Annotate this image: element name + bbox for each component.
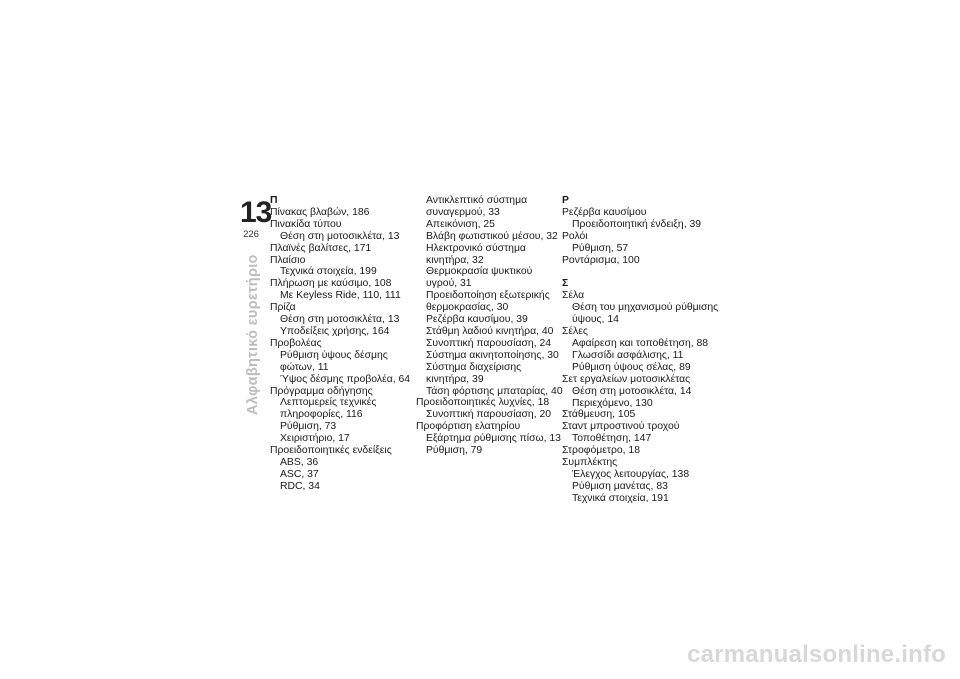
index-column-3	[562, 195, 719, 505]
index-letter-heading: Σ	[562, 278, 569, 290]
watermark: carmanualsonline.info	[687, 641, 946, 668]
index-subentry: Θέση στη μοτοσικλέτα, 14	[572, 385, 692, 397]
index-subentry: Σύστημα ακινητοποίησης, 30	[426, 349, 559, 361]
index-entry: Σέλα	[562, 290, 585, 302]
index-subentry: Τοποθέτηση, 147	[572, 433, 652, 445]
index-subentry: Με Keyless Ride, 110, 111	[280, 290, 401, 302]
index-entry: Πινακίδα τύπου	[270, 218, 342, 230]
index-subentry: Εξάρτημα ρύθμισης πίσω, 13	[426, 433, 561, 445]
index-subentry: συναγερμού, 33	[426, 206, 500, 218]
index-subentry: Αφαίρεση και τοποθέτηση, 88	[572, 337, 709, 349]
index-subentry: θερμοκρασίας, 30	[426, 302, 509, 314]
index-subentry: πληροφορίες, 116	[280, 409, 363, 421]
index-subentry: Θερμοκρασία ψυκτικού	[426, 266, 533, 278]
index-entry: Σταντ μπροστινού τροχού	[562, 421, 680, 433]
index-entry: Στάθμευση, 105	[562, 409, 636, 421]
index-subentry: Ρεζέρβα καυσίμου, 39	[426, 314, 528, 326]
index-subentry: RDC, 34	[280, 480, 320, 492]
index-subentry: Χειριστήριο, 17	[280, 433, 350, 445]
index-entry: Στροφόμετρο, 18	[562, 445, 640, 457]
index-subentry: Υποδείξεις χρήσης, 164	[280, 325, 390, 337]
index-entry: Προειδοποιητικές ενδείξεις	[270, 445, 392, 457]
index-subentry: Θέση του μηχανισμού ρύθμισης	[572, 302, 719, 314]
index-subentry: κινητήρα, 32	[426, 254, 484, 266]
index-entry: Σέλες	[562, 326, 588, 338]
index-subentry: Γλωσσίδι ασφάλισης, 11	[572, 349, 684, 361]
index-entry: Ρεζέρβα καυσίμου	[562, 206, 647, 218]
index-entry: Προφόρτιση ελατηρίου	[416, 421, 521, 433]
index-subentry: Προειδοποιητική ένδειξη, 39	[572, 218, 702, 230]
chapter-badge	[240, 196, 272, 240]
index-subentry: Θέση στη μοτοσικλέτα, 13	[280, 230, 400, 242]
index-entry: Πρίζα	[270, 302, 296, 314]
side-section-title: Αλφαβητικό ευρετήριο	[245, 254, 261, 415]
page-number: 226	[243, 229, 259, 240]
index-subentry: Τάση φόρτισης μπαταρίας, 40	[426, 385, 563, 397]
index-subentry: Απεικόνιση, 25	[426, 218, 495, 230]
index-subentry: Έλεγχος λειτουργίας, 138	[572, 468, 690, 480]
index-subentry: Στάθμη λαδιού κινητήρα, 40	[426, 325, 554, 337]
index-letter-heading: Ρ	[562, 195, 569, 206]
index-subentry: Ρύθμιση ύψους σέλας, 89	[572, 361, 691, 373]
index-subentry: φώτων, 11	[280, 361, 329, 373]
index-subentry: ASC, 37	[280, 468, 319, 480]
index-letter-heading: Π	[270, 195, 278, 206]
index-subentry: Ρύθμιση ύψους δέσμης	[280, 349, 388, 361]
chapter-number: 13	[240, 196, 272, 229]
index-entry: Προειδοποιητικές λυχνίες, 18	[416, 397, 550, 409]
spacer	[562, 266, 712, 278]
index-subentry: Τεχνικά στοιχεία, 199	[280, 266, 377, 278]
index-subentry: Θέση στη μοτοσικλέτα, 13	[280, 314, 400, 326]
index-subentry: Τεχνικά στοιχεία, 191	[572, 492, 669, 504]
index-entry: Σετ εργαλείων μοτοσικλέτας	[562, 373, 691, 385]
index-entry: Ρολόι	[562, 230, 588, 242]
index-subentry: υγρού, 31	[426, 278, 472, 290]
index-subentry: Συνοπτική παρουσίαση, 24	[426, 337, 552, 349]
index-column-2	[416, 195, 563, 457]
index-entry: Πλήρωση με καύσιμο, 108	[270, 278, 392, 290]
index-subentry: Συνοπτική παρουσίαση, 20	[426, 409, 552, 421]
index-entry: Πλαϊνές βαλίτσες, 171	[270, 242, 372, 254]
index-entry: Προβολέας	[270, 337, 322, 349]
index-subentry: Λεπτομερείς τεχνικές	[280, 397, 377, 409]
index-subentry: Ρύθμιση, 73	[280, 421, 337, 433]
index-subentry: Ρύθμιση μανέτας, 83	[572, 480, 668, 492]
index-entry: Συμπλέκτης	[562, 457, 618, 469]
index-subentry: Ηλεκτρονικό σύστημα	[426, 242, 526, 254]
index-entry: Πίνακας βλαβών, 186	[270, 206, 370, 218]
index-subentry: Αντικλεπτικό σύστημα	[426, 195, 528, 206]
index-subentry: Σύστημα διαχείρισης	[426, 361, 522, 373]
index-subentry: Βλάβη φωτιστικού μέσου, 32	[426, 230, 558, 242]
index-subentry: ύψους, 14	[572, 314, 619, 326]
index-subentry: Περιεχόμενο, 130	[572, 397, 653, 409]
index-column-1	[270, 195, 410, 493]
index-subentry: ABS, 36	[280, 456, 319, 468]
index-entry: Πρόγραμμα οδήγησης	[270, 385, 373, 397]
index-entry: Πλαίσιο	[270, 254, 306, 266]
index-subentry: κινητήρα, 39	[426, 373, 484, 385]
index-subentry: Ρύθμιση, 79	[426, 445, 483, 457]
index-entry: Ροντάρισμα, 100	[562, 254, 640, 266]
index-subentry: Προειδοποίηση εξωτερικής	[426, 290, 550, 302]
index-subentry: Ρύθμιση, 57	[572, 242, 629, 254]
index-subentry: Ύψος δέσμης προβολέα, 64	[280, 373, 411, 385]
